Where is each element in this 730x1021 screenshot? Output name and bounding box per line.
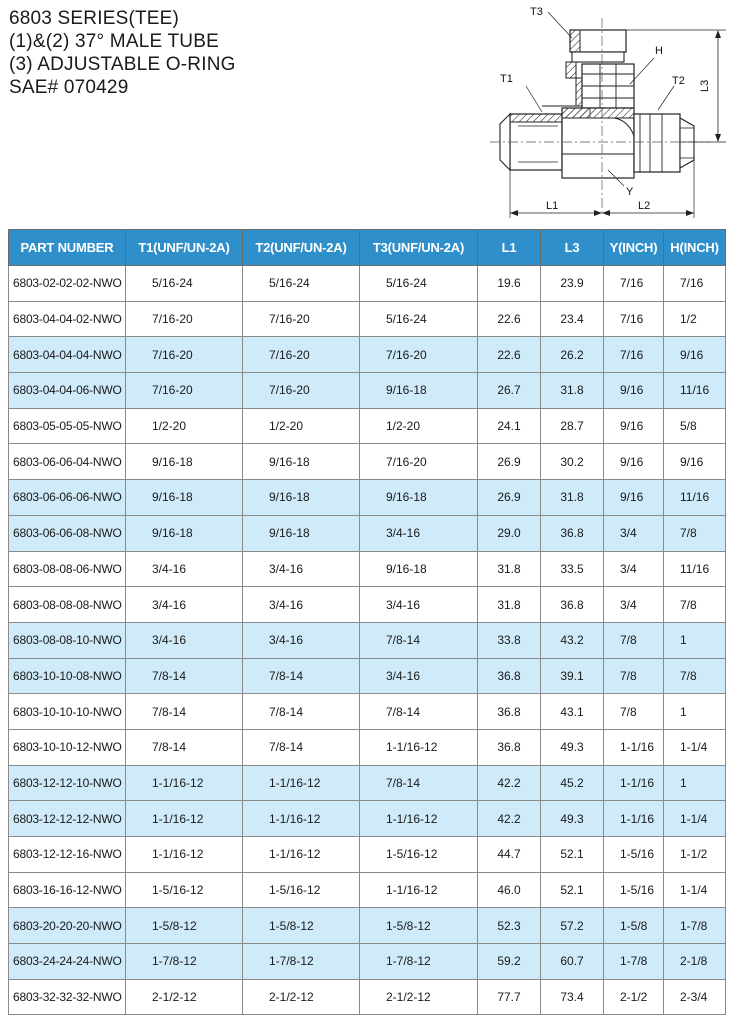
t3-cell: 7/8-14 [360, 622, 478, 658]
table-row [9, 301, 726, 337]
y-cell: 9/16 [604, 480, 664, 516]
t3-cell: 5/16-24 [360, 266, 478, 302]
l1-cell: 26.7 [478, 373, 541, 409]
t2-cell: 7/16-20 [243, 373, 360, 409]
h-cell: 2-1/8 [664, 944, 726, 980]
l3-cell: 52.1 [541, 837, 604, 873]
t2-cell: 1-7/8-12 [243, 944, 360, 980]
y-cell: 7/8 [604, 694, 664, 730]
l1-cell: 26.9 [478, 480, 541, 516]
spec-table [8, 229, 726, 1015]
t1-cell: 7/16-20 [126, 373, 243, 409]
l1-cell: 42.2 [478, 801, 541, 837]
table-row [9, 837, 726, 873]
t2-cell: 7/8-14 [243, 729, 360, 765]
t2-cell: 7/16-20 [243, 337, 360, 373]
t1-cell: 9/16-18 [126, 515, 243, 551]
l1-cell: 77.7 [478, 979, 541, 1015]
table-body [9, 266, 726, 1015]
h-cell: 9/16 [664, 337, 726, 373]
part-number-cell: 6803-24-24-24-NWO [9, 944, 126, 980]
t3-cell: 1-1/16-12 [360, 801, 478, 837]
t1-cell: 1-7/8-12 [126, 944, 243, 980]
table-row [9, 337, 726, 373]
t2-cell: 3/4-16 [243, 587, 360, 623]
t2-cell: 9/16-18 [243, 515, 360, 551]
t1-cell: 1-5/16-12 [126, 872, 243, 908]
t1-cell: 1-1/16-12 [126, 837, 243, 873]
y-cell: 7/8 [604, 622, 664, 658]
y-cell: 9/16 [604, 373, 664, 409]
t1-cell: 7/8-14 [126, 729, 243, 765]
y-cell: 1-7/8 [604, 944, 664, 980]
table-row [9, 872, 726, 908]
table-header-row [9, 230, 726, 266]
table-row [9, 729, 726, 765]
label-l3: L3 [699, 79, 711, 92]
t2-cell: 1-1/16-12 [243, 765, 360, 801]
h-cell: 7/8 [664, 515, 726, 551]
l3-cell: 60.7 [541, 944, 604, 980]
t3-cell: 9/16-18 [360, 551, 478, 587]
h-cell: 1-1/4 [664, 801, 726, 837]
t1-cell: 7/16-20 [126, 337, 243, 373]
part-number-cell: 6803-32-32-32-NWO [9, 979, 126, 1015]
h-cell: 7/16 [664, 266, 726, 302]
part-number-cell: 6803-08-08-10-NWO [9, 622, 126, 658]
h-cell: 1-1/4 [664, 729, 726, 765]
table-row [9, 587, 726, 623]
t2-cell: 7/16-20 [243, 301, 360, 337]
t1-cell: 1/2-20 [126, 408, 243, 444]
y-cell: 7/16 [604, 301, 664, 337]
header-l3: L3 [541, 230, 604, 266]
t1-cell: 5/16-24 [126, 266, 243, 302]
label-l1: L1 [546, 200, 559, 212]
l1-cell: 52.3 [478, 908, 541, 944]
t1-cell: 7/8-14 [126, 694, 243, 730]
l1-cell: 22.6 [478, 337, 541, 373]
l3-cell: 45.2 [541, 765, 604, 801]
l1-cell: 29.0 [478, 515, 541, 551]
t3-cell: 5/16-24 [360, 301, 478, 337]
tube-description: (1)&(2) 37° MALE TUBE [9, 31, 219, 52]
table-row [9, 908, 726, 944]
l1-cell: 59.2 [478, 944, 541, 980]
h-cell: 11/16 [664, 480, 726, 516]
l3-cell: 28.7 [541, 408, 604, 444]
y-cell: 1-1/16 [604, 729, 664, 765]
y-cell: 3/4 [604, 515, 664, 551]
y-cell: 7/16 [604, 266, 664, 302]
label-t1: T1 [500, 73, 513, 85]
t2-cell: 7/8-14 [243, 658, 360, 694]
part-number-cell: 6803-05-05-05-NWO [9, 408, 126, 444]
part-number-cell: 6803-04-04-02-NWO [9, 301, 126, 337]
l3-cell: 52.1 [541, 872, 604, 908]
t3-cell: 3/4-16 [360, 658, 478, 694]
h-cell: 1-1/2 [664, 837, 726, 873]
t3-cell: 1-1/16-12 [360, 729, 478, 765]
t1-cell: 7/8-14 [126, 658, 243, 694]
y-cell: 3/4 [604, 551, 664, 587]
t1-cell: 7/16-20 [126, 301, 243, 337]
l3-cell: 73.4 [541, 979, 604, 1015]
header-t3: T3(UNF/UN-2A) [360, 230, 478, 266]
l3-cell: 26.2 [541, 337, 604, 373]
title-block [9, 7, 236, 99]
part-number-cell: 6803-08-08-06-NWO [9, 551, 126, 587]
part-number-cell: 6803-10-10-10-NWO [9, 694, 126, 730]
part-number-cell: 6803-12-12-12-NWO [9, 801, 126, 837]
l3-cell: 49.3 [541, 801, 604, 837]
part-number-cell: 6803-08-08-08-NWO [9, 587, 126, 623]
h-cell: 1 [664, 622, 726, 658]
table-row [9, 515, 726, 551]
t2-cell: 1-5/16-12 [243, 872, 360, 908]
t2-cell: 1-1/16-12 [243, 801, 360, 837]
t1-cell: 9/16-18 [126, 480, 243, 516]
part-number-cell: 6803-12-12-16-NWO [9, 837, 126, 873]
part-number-cell: 6803-04-04-04-NWO [9, 337, 126, 373]
h-cell: 1 [664, 694, 726, 730]
table-row [9, 765, 726, 801]
y-cell: 9/16 [604, 444, 664, 480]
l3-cell: 30.2 [541, 444, 604, 480]
t1-cell: 1-1/16-12 [126, 801, 243, 837]
y-cell: 7/8 [604, 658, 664, 694]
t3-cell: 1-1/16-12 [360, 872, 478, 908]
table-row [9, 801, 726, 837]
t1-cell: 3/4-16 [126, 622, 243, 658]
label-l2: L2 [638, 200, 651, 212]
label-h: H [655, 45, 663, 57]
t2-cell: 1/2-20 [243, 408, 360, 444]
t3-cell: 2-1/2-12 [360, 979, 478, 1015]
table-row [9, 444, 726, 480]
part-number-cell: 6803-10-10-08-NWO [9, 658, 126, 694]
h-cell: 7/8 [664, 587, 726, 623]
y-cell: 1-5/8 [604, 908, 664, 944]
h-cell: 1/2 [664, 301, 726, 337]
l3-cell: 36.8 [541, 515, 604, 551]
table-row [9, 480, 726, 516]
header-t1: T1(UNF/UN-2A) [126, 230, 243, 266]
t2-cell: 5/16-24 [243, 266, 360, 302]
h-cell: 1-1/4 [664, 872, 726, 908]
header-y: Y(INCH) [604, 230, 664, 266]
part-number-cell: 6803-06-06-06-NWO [9, 480, 126, 516]
y-cell: 3/4 [604, 587, 664, 623]
part-number-cell: 6803-04-04-06-NWO [9, 373, 126, 409]
table-row [9, 694, 726, 730]
l1-cell: 36.8 [478, 658, 541, 694]
label-t3: T3 [530, 6, 543, 18]
t3-cell: 1/2-20 [360, 408, 478, 444]
part-number-cell: 6803-20-20-20-NWO [9, 908, 126, 944]
y-cell: 7/16 [604, 337, 664, 373]
y-cell: 1-1/16 [604, 801, 664, 837]
table-row [9, 266, 726, 302]
t1-cell: 1-1/16-12 [126, 765, 243, 801]
label-y: Y [626, 186, 634, 198]
l1-cell: 36.8 [478, 694, 541, 730]
table-row [9, 551, 726, 587]
t1-cell: 3/4-16 [126, 587, 243, 623]
t3-cell: 7/16-20 [360, 444, 478, 480]
t3-cell: 1-5/8-12 [360, 908, 478, 944]
part-number-cell: 6803-16-16-12-NWO [9, 872, 126, 908]
l1-cell: 33.8 [478, 622, 541, 658]
l1-cell: 46.0 [478, 872, 541, 908]
table-row [9, 408, 726, 444]
t2-cell: 9/16-18 [243, 444, 360, 480]
l3-cell: 39.1 [541, 658, 604, 694]
l1-cell: 24.1 [478, 408, 541, 444]
l1-cell: 31.8 [478, 551, 541, 587]
header-l1: L1 [478, 230, 541, 266]
t3-cell: 1-5/16-12 [360, 837, 478, 873]
t2-cell: 7/8-14 [243, 694, 360, 730]
l3-cell: 23.4 [541, 301, 604, 337]
l3-cell: 31.8 [541, 480, 604, 516]
t2-cell: 2-1/2-12 [243, 979, 360, 1015]
l1-cell: 42.2 [478, 765, 541, 801]
l1-cell: 44.7 [478, 837, 541, 873]
tee-fitting-drawing [490, 2, 730, 222]
part-number-cell: 6803-02-02-02-NWO [9, 266, 126, 302]
l3-cell: 57.2 [541, 908, 604, 944]
t3-cell: 3/4-16 [360, 515, 478, 551]
l3-cell: 31.8 [541, 373, 604, 409]
t2-cell: 1-1/16-12 [243, 837, 360, 873]
table-row [9, 622, 726, 658]
l1-cell: 19.6 [478, 266, 541, 302]
h-cell: 11/16 [664, 373, 726, 409]
t3-cell: 7/16-20 [360, 337, 478, 373]
l3-cell: 33.5 [541, 551, 604, 587]
l3-cell: 49.3 [541, 729, 604, 765]
t1-cell: 3/4-16 [126, 551, 243, 587]
l3-cell: 36.8 [541, 587, 604, 623]
h-cell: 2-3/4 [664, 979, 726, 1015]
sae-number: SAE# 070429 [9, 77, 129, 98]
h-cell: 5/8 [664, 408, 726, 444]
table-row [9, 373, 726, 409]
header-part-number: PART NUMBER [9, 230, 126, 266]
l1-cell: 36.8 [478, 729, 541, 765]
h-cell: 11/16 [664, 551, 726, 587]
header-t2: T2(UNF/UN-2A) [243, 230, 360, 266]
oring-description: (3) ADJUSTABLE O-RING [9, 54, 236, 75]
series-title: 6803 SERIES(TEE) [9, 8, 180, 29]
y-cell: 1-5/16 [604, 837, 664, 873]
t1-cell: 1-5/8-12 [126, 908, 243, 944]
l1-cell: 26.9 [478, 444, 541, 480]
y-cell: 2-1/2 [604, 979, 664, 1015]
right-tube-end [634, 114, 694, 172]
part-number-cell: 6803-06-06-04-NWO [9, 444, 126, 480]
h-cell: 9/16 [664, 444, 726, 480]
l1-cell: 31.8 [478, 587, 541, 623]
table-row [9, 944, 726, 980]
t3-cell: 9/16-18 [360, 480, 478, 516]
h-cell: 1-7/8 [664, 908, 726, 944]
part-number-cell: 6803-10-10-12-NWO [9, 729, 126, 765]
t1-cell: 9/16-18 [126, 444, 243, 480]
t3-cell: 1-7/8-12 [360, 944, 478, 980]
t2-cell: 3/4-16 [243, 551, 360, 587]
l3-cell: 23.9 [541, 266, 604, 302]
t2-cell: 1-5/8-12 [243, 908, 360, 944]
t3-cell: 9/16-18 [360, 373, 478, 409]
table-row [9, 658, 726, 694]
y-cell: 1-5/16 [604, 872, 664, 908]
y-cell: 9/16 [604, 408, 664, 444]
l3-cell: 43.2 [541, 622, 604, 658]
t2-cell: 3/4-16 [243, 622, 360, 658]
t3-cell: 7/8-14 [360, 765, 478, 801]
h-cell: 1 [664, 765, 726, 801]
t1-cell: 2-1/2-12 [126, 979, 243, 1015]
h-cell: 7/8 [664, 658, 726, 694]
label-t2: T2 [672, 75, 685, 87]
y-cell: 1-1/16 [604, 765, 664, 801]
t2-cell: 9/16-18 [243, 480, 360, 516]
t3-cell: 3/4-16 [360, 587, 478, 623]
t3-cell: 7/8-14 [360, 694, 478, 730]
table-row [9, 979, 726, 1015]
l1-cell: 22.6 [478, 301, 541, 337]
header-h: H(INCH) [664, 230, 726, 266]
l3-cell: 43.1 [541, 694, 604, 730]
part-number-cell: 6803-12-12-10-NWO [9, 765, 126, 801]
part-number-cell: 6803-06-06-08-NWO [9, 515, 126, 551]
